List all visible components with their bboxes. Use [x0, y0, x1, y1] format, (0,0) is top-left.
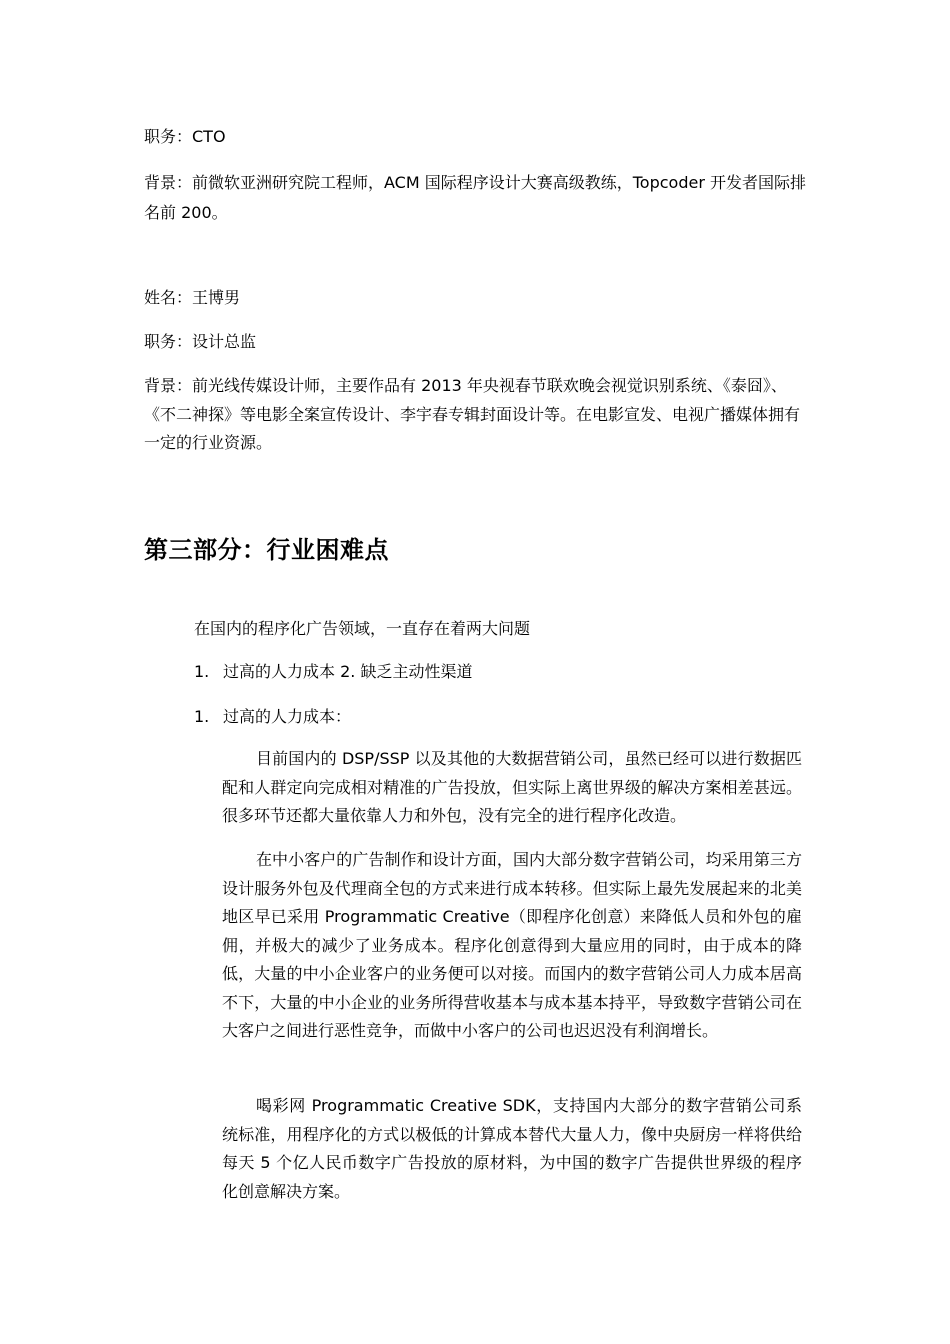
profile2-role: 职务：设计总监 [144, 332, 257, 351]
list-text: 过高的人力成本 2. 缺乏主动性渠道 [223, 662, 473, 681]
body-paragraph-1: 目前国内的 DSP/SSP 以及其他的大数据营销公司，虽然已经可以进行数据匹配和人群定向完成相对精准的广告投放，但实际上离世界级的解决方案相差甚远。很多环节还都大量依靠人力和外包，没有完全的进行程序化改造。 [222, 749, 802, 825]
profile1-background: 背景：前微软亚洲研究院工程师，ACM 国际程序设计大赛高级教练，Topcoder 开发者国际排名前 200。 [144, 173, 806, 222]
section-heading: 第三部分：行业困难点 [144, 536, 389, 564]
body-paragraph-2: 在中小客户的广告制作和设计方面，国内大部分数字营销公司，均采用第三方设计服务外包及代理商全包的方式来进行成本转移。但实际上最先发展起来的北美地区早已采用 Programmatic Creative（即程序化创意）来降低人员和外包的雇佣，并极大的减少了业务成本。程序化创意得到大量应用的同时，由于成本的降低，大量的中小企业客户的业务便可以对接。而国内的数字营销公司人力成本居高不下，大量的中小企业的业务所得营收基本与成本基本持平，导致数字营销公司在大客户之间进行恶性竞争，而做中小客户的公司也迟迟没有利润增长。 [222, 850, 802, 1040]
profile1-role: 职务：CTO [144, 127, 226, 146]
list-number: 1. [194, 662, 210, 681]
list-number: 1. [194, 707, 210, 726]
body-paragraph-3: 喝彩网 Programmatic Creative SDK，支持国内大部分的数字营销公司系统标准，用程序化的方式以极低的计算成本替代大量人力，像中央厨房一样将供给每天 5 个亿人民币数字广告投放的原材料，为中国的数字广告提供世界级的程序化创意解决方案。 [222, 1096, 802, 1201]
profile2-background: 背景：前光线传媒设计师，主要作品有 2013 年央视春节联欢晚会视觉识别系统、《泰囧》、《不二神探》等电影全案宣传设计、李宇春专辑封面设计等。在电影宣发、电视广播媒体拥有一定的行业资源。 [144, 376, 801, 452]
list-text: 过高的人力成本： [223, 707, 352, 726]
section-intro: 在国内的程序化广告领域，一直存在着两大问题 [194, 619, 531, 638]
list-item-point1 [194, 703, 808, 730]
list-item-summary [194, 658, 808, 685]
profile2-name: 姓名：王博男 [144, 288, 241, 307]
